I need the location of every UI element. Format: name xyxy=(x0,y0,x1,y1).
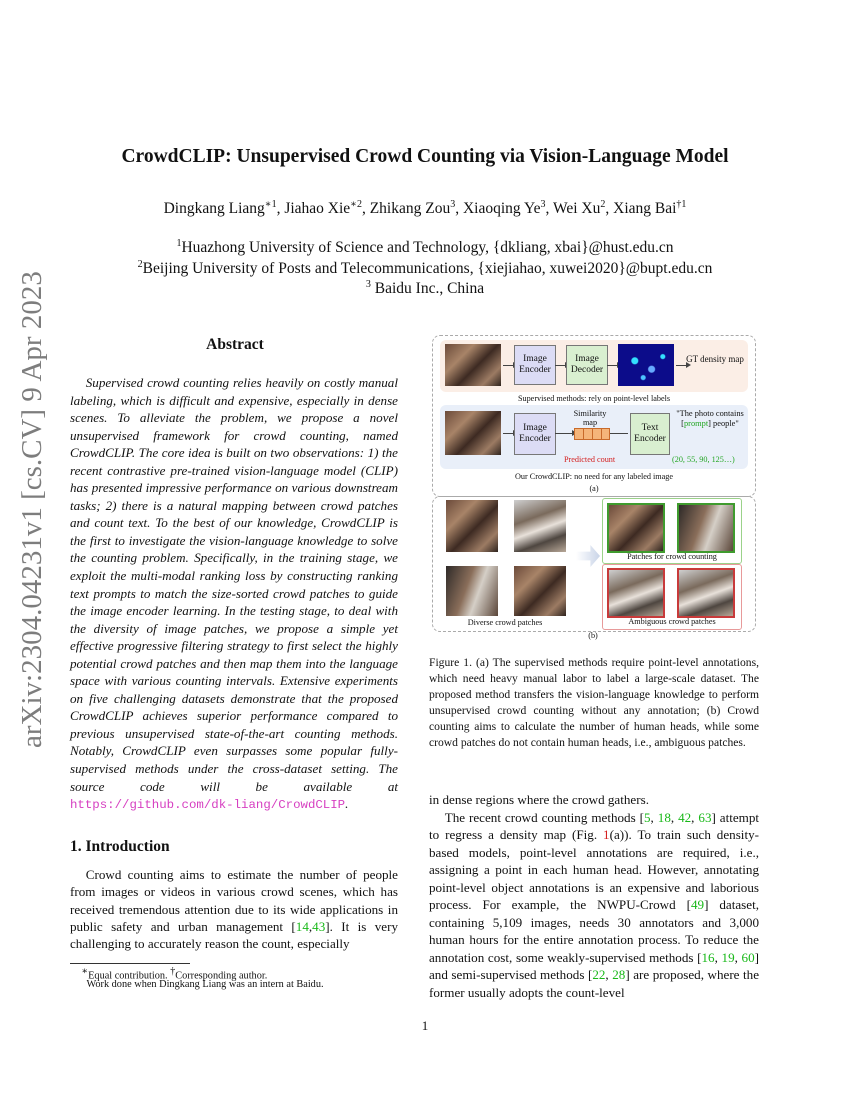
paragraph-continuation: in dense regions where the crowd gathers. xyxy=(429,792,649,807)
image-encoder-box: Image Encoder xyxy=(514,345,556,385)
panel-b-label: (b) xyxy=(588,631,598,640)
affiliation-2 xyxy=(0,259,850,278)
affiliation-sup: 2 xyxy=(137,259,143,270)
crowd-patch-image xyxy=(446,500,498,552)
intro-paragraph: Crowd counting aims to estimate the number of people from images or videos in various crowd scenes, which has received tremendous attention due to its wide applications in public safety and urban management [14,43]. It is very challenging to accurately reason the count, especially xyxy=(70,867,398,952)
crowd-patch-image xyxy=(677,503,735,553)
affiliation-text: Baidu Inc., China xyxy=(370,280,485,298)
crowd-patch-image xyxy=(514,566,566,616)
arxiv-side-stamp: arXiv:2304.04231v1 [cs.CV] 9 Apr 2023 xyxy=(16,271,48,748)
body-text: The recent crowd counting methods [ xyxy=(444,809,644,825)
figure-ref-link[interactable]: 1 xyxy=(603,827,610,843)
similarity-map-bar xyxy=(574,428,610,440)
author-sup: ∗1 xyxy=(264,199,277,210)
paragraph: The recent crowd counting methods [5, 18, 42, 63] attempt to regress a density map (Fig. 1(a)). To train such density-based models, point-level annotations are required, i.e., assigning a point in each human head. However, annotating point-level object annotations is an expensive and laborious process. For example, the NWPU-Crowd [49] dataset, containing 5,109 images, needs 30 annotators and 3,000 human hours for the entire annotation process. To reduce the annotation cost, some weakly-supervised methods [16, 19, 60] and semi-supervised methods [22, 28] are proposed, where the former usually adopts the count-level xyxy=(429,809,760,1001)
paper-title: CrowdCLIP: Unsupervised Crowd Counting via Vision-Language Model xyxy=(121,146,729,167)
crowd-image xyxy=(445,411,501,455)
arrow-icon xyxy=(503,365,513,366)
abstract-text: Supervised crowd counting relies heavily on costly manual labeling, which is difficult and expensive, especially in dense scenes. To alleviate the problem, we propose a novel unsupervised framework for crowd counting, named CrowdCLIP. The core idea is built on two observations: 1) the recent contrastive pre-trained vision-language model (CLIP) has presented impressive performance on various downstream tasks; 2) there is a natural mapping between crowd patches and count text. To the best of our knowledge, CrowdCLIP is the first to investigate the vision-language knowledge to solve the counting problem. Specifically, in the training stage, we exploit the multi-modal ranking loss by constructing ranking text prompts to match the size-sorted crowd patches to guide the image encoder learning. In the testing stage, to deal with the diversity of image patches, we propose a simple yet effective progressive filtering strategy to first select the highly potential crowd patches and then map them into the language space with various counting intervals. Extensive experiments on five challenging datasets demonstrate that the proposed CrowdCLIP achieves superior performance compared to previous unsupervised state-of-the-art counting methods. Notably, CrowdCLIP even surpasses some popular fully-supervised methods under the cross-dataset setting. The source code will be available at xyxy=(70,375,398,794)
panel-a-label: (a) xyxy=(589,484,599,493)
image-encoder-box: Image Encoder xyxy=(514,413,556,455)
citation-link[interactable]: 49 xyxy=(690,897,705,913)
citation-link[interactable]: 43 xyxy=(312,918,326,934)
body-text: ] attempt to regress a density map (Fig. xyxy=(429,809,760,843)
density-map-image xyxy=(618,344,674,386)
prompt-part: "The photo contains xyxy=(676,409,744,418)
footnote-rule xyxy=(70,963,190,964)
patches-for-counting-group xyxy=(602,498,742,564)
citation-link[interactable]: 5 xyxy=(644,809,651,825)
citation-link[interactable]: 42 xyxy=(678,809,692,825)
ambiguous-patches-group xyxy=(602,564,742,630)
abstract-end: . xyxy=(345,796,349,812)
affiliation-text: Beijing University of Posts and Telecommunications, {xiejiahao, xuwei2020}@bupt.edu.cn xyxy=(142,260,713,278)
arrow-icon xyxy=(555,433,572,434)
crowd-patch-image xyxy=(607,568,665,618)
affiliation-sup: 1 xyxy=(176,238,182,249)
arrow-icon xyxy=(503,433,513,434)
crowd-patch-image xyxy=(514,500,566,552)
intro-text: Crowd counting aims to estimate the number of people from images or videos in various crowd scenes, which has received tremendous attention due to its wide applications in public safety and urban management [ xyxy=(70,867,398,934)
count-intervals-label: (20, 55, 90, 125…) xyxy=(672,455,735,464)
prompt-text xyxy=(674,409,746,429)
abstract-heading: Abstract xyxy=(206,336,264,353)
author: Xiang Bai xyxy=(613,200,677,218)
connector-line xyxy=(610,433,628,434)
citation-link[interactable]: 60 xyxy=(741,949,755,965)
crowdclip-row xyxy=(440,405,748,469)
author: Jiahao Xie xyxy=(284,200,351,218)
arrow-icon xyxy=(676,365,686,366)
footnote-text: Equal contribution. xyxy=(88,970,171,982)
citation-link[interactable]: 18 xyxy=(657,809,671,825)
similarity-map-label: Similarity map xyxy=(573,409,607,427)
crowdclip-caption: Our CrowdCLIP: no need for any labeled image xyxy=(514,472,674,481)
citation-link[interactable]: 28 xyxy=(612,967,626,983)
author: Wei Xu xyxy=(552,200,601,218)
intro-text: ]. It is very challenging to accurately reason the count, especially xyxy=(70,918,398,952)
affiliation-3 xyxy=(0,279,850,298)
supervised-caption: Supervised methods: rely on point-level labels xyxy=(517,394,671,403)
footnote-text: Corresponding author. xyxy=(175,970,268,982)
author-sup: ∗2 xyxy=(350,199,362,210)
affiliation-1 xyxy=(0,238,850,257)
citation-link[interactable]: 22 xyxy=(592,967,606,983)
crowd-patch-image xyxy=(446,566,498,616)
figure-caption: Figure 1. (a) The supervised methods require point-level annotations, which need heavy manual labor to label a large-scale dataset. The proposed method transfers the vision-language knowledge to perform unsupervised crowd counting without any annotation; (b) Crowd counting aims to calculate the number of human heads, while some crowd patches do not contain human heads, i.e., ambiguous patches. xyxy=(429,656,759,749)
author-sup: 3 xyxy=(450,199,456,210)
image-decoder-box: Image Decoder xyxy=(566,345,608,385)
footnote-2: Work done when Dingkang Liang was an intern at Baidu. xyxy=(86,979,324,990)
body-text: ] and semi-supervised methods [ xyxy=(429,949,760,983)
patches-for-counting-label: Patches for crowd counting xyxy=(627,552,717,561)
affiliation-sup: 3 xyxy=(365,279,371,290)
abstract-body xyxy=(70,374,398,815)
diverse-patches-label: Diverse crowd patches xyxy=(467,618,543,627)
page-number: 1 xyxy=(421,1018,429,1033)
author: Xiaoqing Ye xyxy=(462,200,541,218)
author: Zhikang Zou xyxy=(369,200,451,218)
gt-density-label: GT density map xyxy=(686,354,744,364)
body-text: ] are proposed, where the former usually adopts the count-level xyxy=(429,967,760,1001)
crowd-patch-image xyxy=(607,503,665,553)
footnote-mark: ∗ xyxy=(81,966,89,977)
code-link[interactable]: https://github.com/dk-liang/CrowdCLIP xyxy=(70,798,346,813)
predicted-count-label: Predicted count xyxy=(564,455,616,464)
footnote-mark: † xyxy=(170,966,176,977)
author-sup: †1 xyxy=(676,199,687,210)
prompt-part: ] people" xyxy=(708,419,739,428)
citation-link[interactable]: 14 xyxy=(295,918,309,934)
crowd-image xyxy=(445,344,501,386)
citation-link[interactable]: 16 xyxy=(701,949,715,965)
supervised-row xyxy=(440,340,748,392)
citation-link[interactable]: 63 xyxy=(698,809,712,825)
arrow-icon xyxy=(607,365,617,366)
author-list: Dingkang Liang$^{∗1}$, Jiahao Xie$^{∗2}$, Zhikang Zou$^3$, Xiaoqing Ye$^3$, Wei Xu$^2$, Xiang Bai$^{\dagger 1}$ xyxy=(163,199,687,218)
body-text: ] dataset, containing 5,109 images, needs 30 annotators and 3,000 human hours for the entire annotation process. To reduce the annotation cost, some weakly-supervised methods [ xyxy=(429,897,760,965)
section-heading-introduction: 1. Introduction xyxy=(70,838,170,855)
citation-link[interactable]: 19 xyxy=(721,949,735,965)
prompt-part: [ xyxy=(681,419,684,428)
ambiguous-patches-label: Ambiguous crowd patches xyxy=(628,617,716,626)
right-column-text xyxy=(429,791,759,1002)
crowd-patch-image xyxy=(677,568,735,618)
author-sup: 2 xyxy=(600,199,606,210)
author-sup: 3 xyxy=(540,199,546,210)
text-encoder-box: Text Encoder xyxy=(630,413,670,455)
arrow-icon xyxy=(555,365,565,366)
author: Dingkang Liang xyxy=(163,200,265,218)
prompt-token: prompt xyxy=(683,419,709,428)
affiliation-text: Huazhong University of Science and Technology, {dkliang, xbai}@hust.edu.cn xyxy=(181,239,674,257)
body-text: (a)). To train such density-based models, point-level annotations are required, i.e., assigning a point in each human head. However, annotating point-level object annotations is an expensive and laborious process. For example, the NWPU-Crowd [ xyxy=(429,827,759,913)
